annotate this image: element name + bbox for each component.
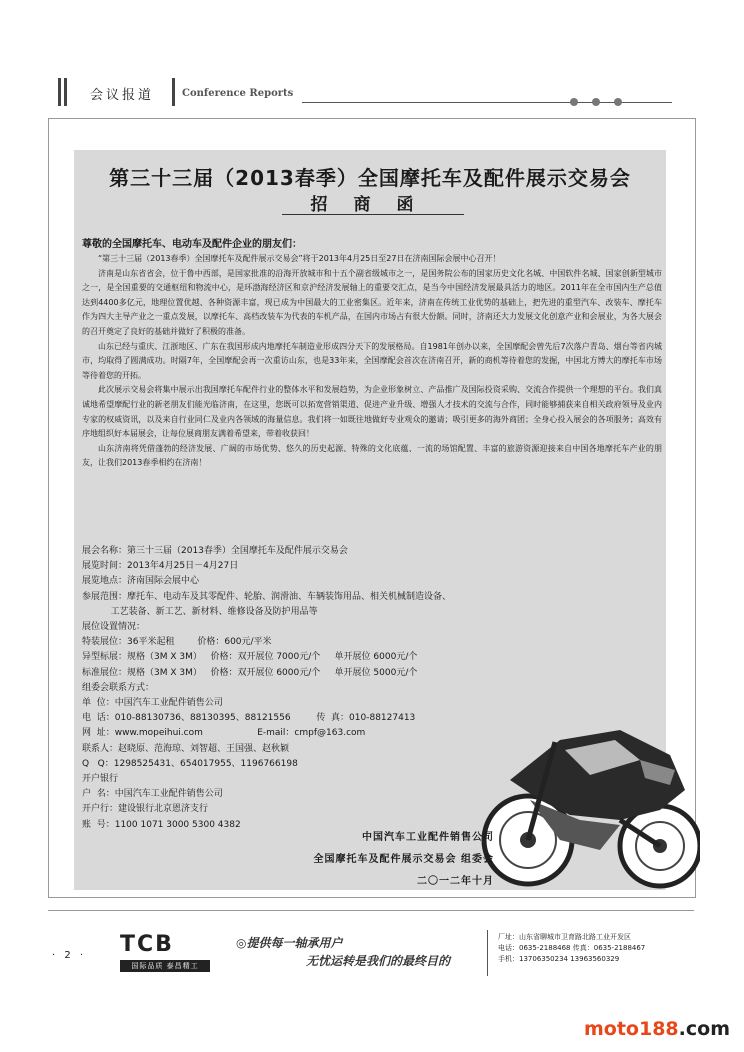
site-watermark [584,1018,730,1040]
paragraph: 此次展示交易会将集中展示出我国摩托车配件行业的整体水平和发展趋势，为企业形象树立、产品推广及国际投资采购、交流合作提供一个理想的平台。我们真诚地希望摩配行业的新老朋友们能光临济南，在这里，您既可以拓宽营销渠道、促进产业升级、增强人才技术的交流与合作，同时能够捕获来自相关政府领导及业内专家的权威资讯，以及来自行业同仁及业内各领域的海量信息。我们将一如既往地做好专业观众的邀请；吸引更多的海外商团；全身心投入展会的各项服务；高效有序地组织好本届展会，让每位展商朋友满着希望来，带着收获回！ [82,385,662,439]
logo-text: TCB [120,932,174,957]
ad-mobile: 手机：13706350234 13963560329 [498,955,620,963]
info-row: 组委会联系方式： [82,682,155,693]
footer-divider [487,930,488,976]
page-number: · 2 · [52,950,87,961]
section-title-en: Conference Reports [182,88,294,99]
logo-tagline: 国际品质 泰昌精工 [120,960,210,972]
tcb-logo [120,932,216,976]
section-header [58,78,694,108]
info-row: 网 址：www.mopeihui.com E-mail：cmpf@163.com [82,728,366,739]
info-row: 异型标展：规格（3M X 3M） 价格：双开展位 7000元/个 单开展位 6000元/个 [82,652,418,663]
header-dot [614,98,622,106]
subtitle-underline [282,214,464,215]
info-row: 账 号：1100 1071 3000 5300 4382 [82,819,241,830]
info-row: 标准展位：规格（3M X 3M） 价格：双开展位 6000元/个 单开展位 5000元/个 [82,667,418,678]
paragraph: 山东已经与重庆、江浙地区、广东在我国形成内地摩托车制造业形成四分天下的发展格局。自1981年创办以来，全国摩配会曾先后7次落户青岛、烟台等省内城市，均取得了圆满成功。时隔7年，全国摩配会再一次重访山东，也是33年来，全国摩配会首次在济南召开，新的商机等待着您的发掘，中国北方博大的摩托车市场等待着您的开拓。 [82,341,662,380]
letter-body [82,252,662,471]
paragraph: 山东济南将凭借蓬勃的经济发展、广阔的市场优势、悠久的历史起源、特殊的文化底蕴、一流的场馆配置、丰富的旅游资源迎接来自中国各地摩托车产业的朋友，让我们2013春季相约在济南！ [82,443,662,468]
info-row: 展会名称：第三十三届（2013春季）全国摩托车及配件展示交易会 [82,546,348,556]
info-row: 展位设置情况： [82,622,146,633]
ad-contact [498,932,645,965]
info-row: 户 名：中国汽车工业配件销售公司 [82,789,223,800]
exhibition-info [82,544,642,833]
page-title: 第三十三届（2013春季）全国摩托车及配件展示交易会 [109,166,631,190]
info-row: 联系人：赵晓原、范海琼、刘智超、王国强、赵秋颖 [82,743,290,754]
signature-company: 中国汽车工业配件销售公司 [362,832,494,843]
info-row: Q Q：1298525431、654017955、1196766198 [82,758,298,769]
info-row: 参展范围：摩托车、电动车及其零配件、轮胎、润滑油、车辆装饰用品、相关机械制造设备、 [82,591,452,602]
info-row: 展览时间：2013年4月25日－4月27日 [82,561,239,572]
ad-address: 厂址：山东省聊城市卫育路北路工业开发区 [498,933,631,941]
ad-phone: 电话：0635-2188468 传真：0635-2188467 [498,944,646,952]
header-dot [570,98,578,106]
info-row: 特装展位：36平米起租 价格：600元/平米 [82,637,272,648]
info-row: 开户银行 [82,774,119,785]
page-subtitle: 招商函 [310,195,440,215]
watermark-suffix: .com [678,1018,730,1040]
header-dot [592,98,600,106]
footer-rule [48,910,694,911]
info-row: 单 位：中国汽车工业配件销售公司 [82,698,223,709]
ad-slogan-line1: ◎提供每一轴承用户 [236,936,343,950]
greeting: 尊敬的全国摩托车、电动车及配件企业的朋友们： [82,239,302,250]
watermark-brand: moto188 [584,1018,679,1040]
header-bar [58,78,61,106]
info-row: 展览地点：济南国际会展中心 [82,576,200,587]
header-bar [64,78,67,106]
ad-slogan-line2: 无忧运转是我们的最终目的 [306,954,451,968]
info-row: 开户行：建设银行北京恩济支行 [82,804,209,815]
header-bar [172,78,175,106]
signature-committee: 全国摩托车及配件展示交易会 组委会 [313,854,494,865]
paragraph: 济南是山东省省会，位于鲁中西部，是国家批准的沿海开放城市和十五个副省级城市之一，是国务院公布的国家历史文化名城、中国软件名城、国家创新型城市之一，是全国重要的交通枢纽和物流中心，是环渤海经济区和京沪经济发展轴上的重要交汇点，是当今中国经济发展最具活力的地区。2011年在全市国内生产总值达到4400多亿元，地理位置优越、各种资源丰富，现已成为中国最大的工业密集区。近年来，济南在传统工业优势的基础上，把先进的重型汽车、改装车、摩托车作为四大主导产业之一重点发展，以摩托车、高档改装车为代表的车机产品，在国内市场占有很大份额。同时，济南还大力发展文化创意产业和会展业，为各大展会的召开奠定了良好的基础并做好了积极的准备。 [82,268,662,336]
info-row: 电 话：010-88130736、88130395、88121556 传 真：010-88127413 [82,713,416,724]
signature-date: 二〇一二年十月 [417,876,494,887]
info-row: 工艺装备、新工艺、新材料、维修设备及防护用品等 [82,606,318,617]
paragraph: “第三十三届（2013春季）全国摩托车及配件展示交易会”将于2013年4月25日至27日在济南国际会展中心召开！ [98,254,501,263]
section-title-cn: 会议报道 [90,88,155,103]
